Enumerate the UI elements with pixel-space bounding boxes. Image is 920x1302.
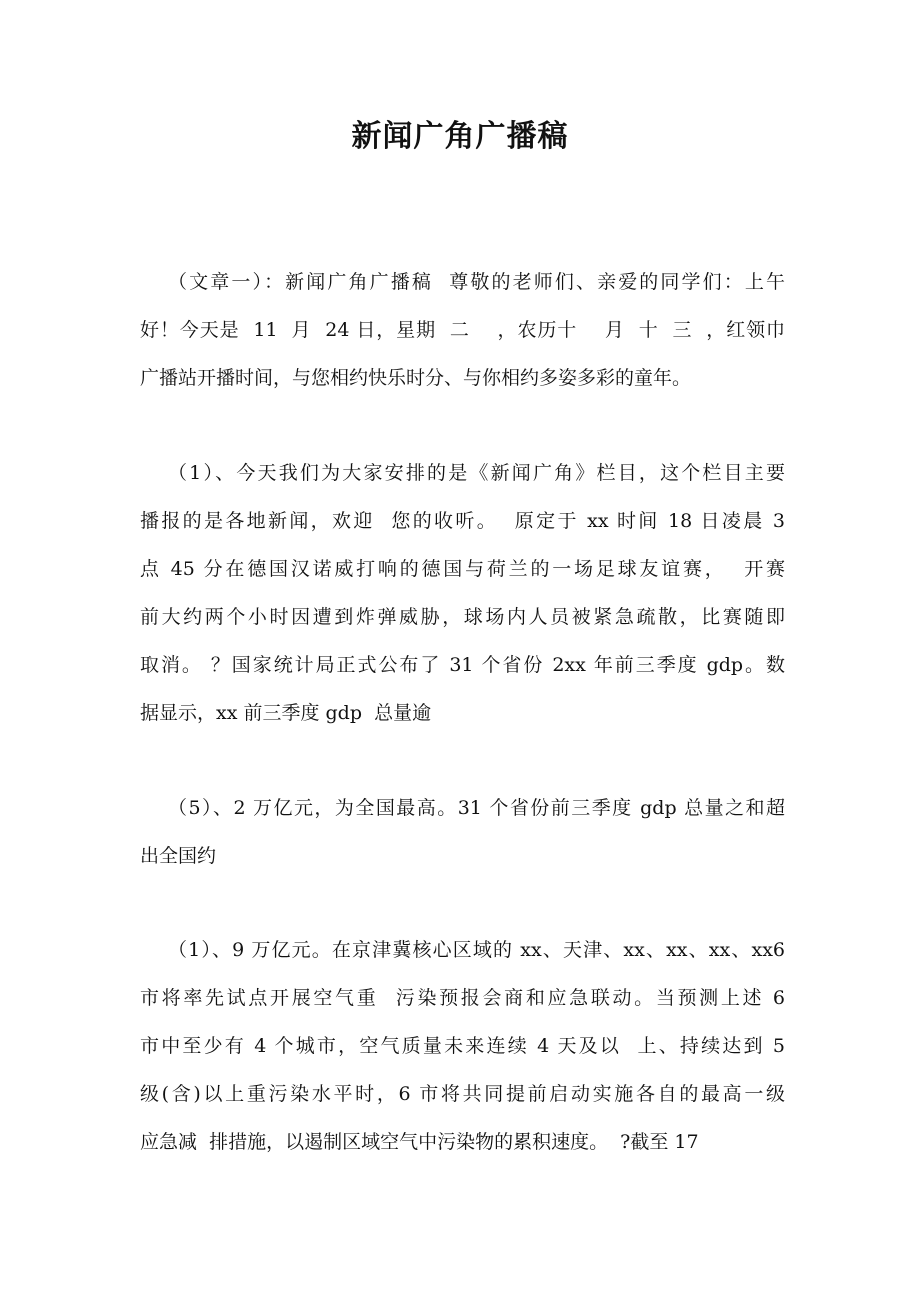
paragraph-intro [140,258,785,402]
paragraph-news-3 [140,926,785,1166]
paragraph-news-1 [140,449,785,737]
text-line: 前大约两个小时因遭到炸弹威胁，球场内人员被紧急疏散，比赛随即 [140,606,785,628]
text-line: 取消。 ？国家统计局正式公布了 31 个省份 2xx 年前三季度 gdp。数 [140,654,785,676]
text-line: 出全国约 [140,845,217,867]
text-line: 市中至少有 4 个城市，空气质量未来连续 4 天及以 上、持续达到 5 [140,1035,785,1057]
document-title: 新闻广角广播稿 [351,119,569,154]
text-line: （5）、2 万亿元，为全国最高。31 个省份前三季度 gdp 总量之和超 [168,797,785,819]
text-line: 广播站开播时间，与您相约快乐时分、与你相约多姿多彩的童年。 [140,367,692,389]
text-line: 好！今天是 11 月 24 日，星期 二 ，农历十 月 十 三 ，红领巾 [140,319,785,341]
text-line: 级(含)以上重污染水平时，6 市将共同提前启动实施各自的最高一级 [140,1083,785,1105]
text-line: 据显示，xx 前三季度 gdp 总量逾 [140,702,432,724]
text-line: 市将率先试点开展空气重 污染预报会商和应急联动。当预测上述 6 [140,987,785,1009]
text-line: （文章一）：新闻广角广播稿 尊敬的老师们、亲爱的同学们：上午 [168,271,785,293]
text-line: 点 45 分在德国汉诺威打响的德国与荷兰的一场足球友谊赛， 开赛 [140,558,785,580]
text-line: （1）、今天我们为大家安排的是《新闻广角》栏目，这个栏目主要 [168,462,785,484]
text-line: （1）、9 万亿元。在京津冀核心区域的 xx、天津、xx、xx、xx、xx6 [168,939,785,961]
text-line: 播报的是各地新闻，欢迎 您的收听。 原定于 xx 时间 18 日凌晨 3 [140,510,785,532]
paragraph-news-2 [140,784,785,880]
text-line: 应急减 排措施，以遏制区域空气中污染物的累积速度。 ?截至 17 [140,1131,699,1153]
